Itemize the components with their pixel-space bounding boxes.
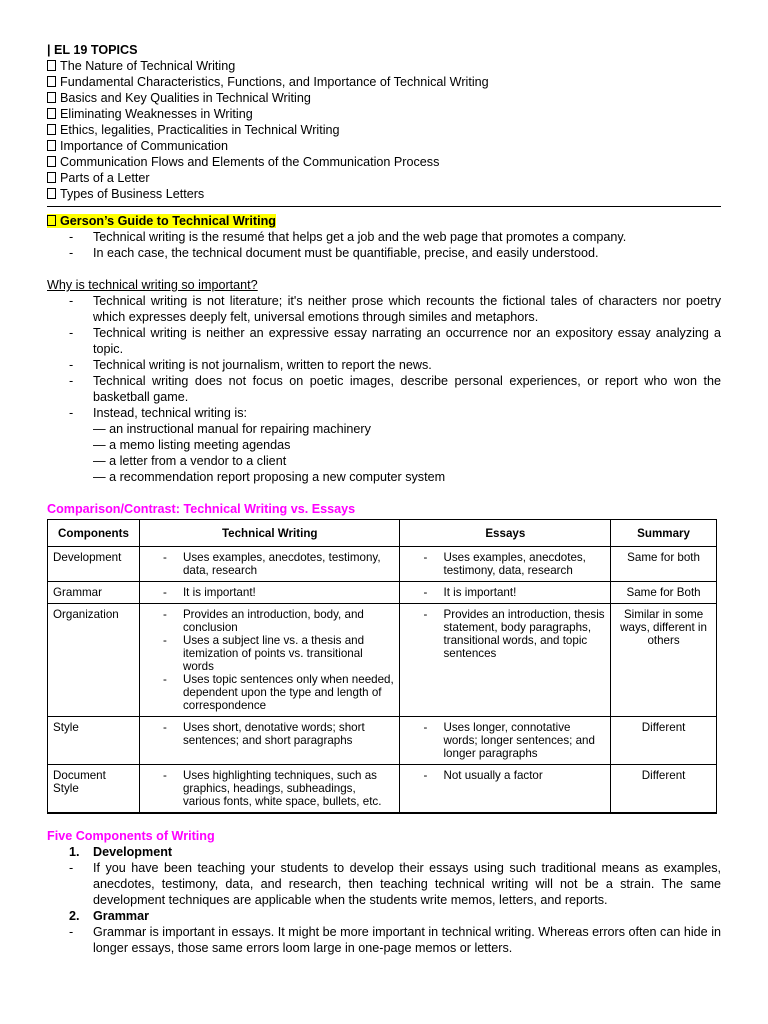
component-cell: Development bbox=[48, 547, 140, 582]
essays-cell bbox=[400, 604, 611, 717]
list-item: - Instead, technical writing is: bbox=[47, 405, 721, 421]
checkbox-icon bbox=[47, 156, 56, 167]
list-item: - Technical writing does not focus on poetic images, describe personal experiences, or report who won the basketball game. bbox=[47, 373, 721, 405]
checkbox-icon bbox=[47, 92, 56, 103]
summary-cell: Same for Both bbox=[611, 582, 717, 604]
topic-item: Fundamental Characteristics, Functions, and Importance of Technical Writing bbox=[47, 74, 721, 90]
table-header-row bbox=[48, 520, 717, 547]
guide-heading: Gerson’s Guide to Technical Writing bbox=[47, 213, 721, 229]
cell-bullet: - Provides an introduction, thesis statement, body paragraphs, transitional words, and topic sentences bbox=[405, 608, 605, 660]
list-item: - In each case, the technical document must be quantifiable, precise, and easily understood. bbox=[47, 245, 721, 261]
component-body bbox=[47, 860, 721, 908]
technical-cell bbox=[139, 582, 400, 604]
document-page bbox=[47, 42, 721, 956]
topic-item: The Nature of Technical Writing bbox=[47, 58, 721, 74]
table-row bbox=[48, 547, 717, 582]
checkbox-icon bbox=[47, 188, 56, 199]
component-cell: Organization bbox=[48, 604, 140, 717]
topic-item: Basics and Key Qualities in Technical Writing bbox=[47, 90, 721, 106]
component-heading: 1. Development bbox=[69, 845, 173, 859]
column-header: Summary bbox=[611, 520, 717, 547]
summary-cell: Same for both bbox=[611, 547, 717, 582]
technical-cell bbox=[139, 547, 400, 582]
cell-bullet: - Uses highlighting techniques, such as graphics, headings, subheadings, various fonts, white space, bullets, etc. bbox=[145, 769, 395, 808]
list-item: - Technical writing is the resumé that helps get a job and the web page that promotes a company. bbox=[47, 229, 721, 245]
topic-item: Eliminating Weaknesses in Writing bbox=[47, 106, 721, 122]
five-components-title: Five Components of Writing bbox=[47, 829, 215, 843]
list-item: - Technical writing is not journalism, written to report the news. bbox=[47, 357, 721, 373]
checkbox-icon bbox=[47, 60, 56, 71]
why-heading: Why is technical writing so important? bbox=[47, 278, 258, 292]
topic-item: Ethics, legalities, Practicalities in Technical Writing bbox=[47, 122, 721, 138]
topic-item: Communication Flows and Elements of the Communication Process bbox=[47, 154, 721, 170]
list-item: - Grammar is important in essays. It might be more important in technical writing. Whereas errors often can hide in longer essays, those same errors loom large in one-page memos or letters. bbox=[47, 924, 721, 956]
example-item: — a recommendation report proposing a new computer system bbox=[93, 470, 446, 484]
table-row bbox=[48, 765, 717, 814]
topic-item: Types of Business Letters bbox=[47, 186, 721, 202]
column-header: Technical Writing bbox=[139, 520, 400, 547]
checkbox-icon bbox=[47, 215, 56, 226]
summary-cell: Different bbox=[611, 765, 717, 814]
component-body bbox=[47, 924, 721, 956]
topic-item: Importance of Communication bbox=[47, 138, 721, 154]
cell-bullet: - Uses topic sentences only when needed, dependent upon the type and length of correspondence bbox=[145, 673, 395, 712]
cell-bullet: - Uses longer, connotative words; longer sentences; and longer paragraphs bbox=[405, 721, 605, 760]
table-row bbox=[48, 717, 717, 765]
essays-cell bbox=[400, 547, 611, 582]
summary-cell: Similar in some ways, different in others bbox=[611, 604, 717, 717]
example-item: — an instructional manual for repairing machinery bbox=[93, 422, 371, 436]
checkbox-icon bbox=[47, 140, 56, 151]
horizontal-divider bbox=[47, 206, 721, 207]
column-header: Components bbox=[48, 520, 140, 547]
why-points bbox=[47, 293, 721, 421]
essays-cell bbox=[400, 582, 611, 604]
cell-bullet: - It is important! bbox=[145, 586, 395, 599]
column-header: Essays bbox=[400, 520, 611, 547]
checkbox-icon bbox=[47, 124, 56, 135]
table-row bbox=[48, 582, 717, 604]
essays-cell bbox=[400, 717, 611, 765]
technical-cell bbox=[139, 717, 400, 765]
table-row bbox=[48, 604, 717, 717]
component-heading: 2. Grammar bbox=[69, 909, 150, 923]
list-item: - If you have been teaching your students to develop their essays using such traditional means as examples, anecdotes, testimony, data, and research, then teaching technical writing will not be a strain. The same development techniques are applicable when the students write memos, letters, and reports. bbox=[47, 860, 721, 908]
cell-bullet: - Not usually a factor bbox=[405, 769, 605, 782]
component-cell: Style bbox=[48, 717, 140, 765]
topic-item: Parts of a Letter bbox=[47, 170, 721, 186]
comparison-table bbox=[47, 519, 717, 814]
topics-list bbox=[47, 58, 721, 202]
guide-points bbox=[47, 229, 721, 261]
checkbox-icon bbox=[47, 76, 56, 87]
comparison-title: Comparison/Contrast: Technical Writing vs. Essays bbox=[47, 502, 356, 516]
cell-bullet: - Uses short, denotative words; short sentences; and short paragraphs bbox=[145, 721, 395, 747]
list-item: - Technical writing is not literature; it's neither prose which recounts the fictional tales of characters nor poetry which expresses deeply felt, universal emotions through similes and metaphors. bbox=[47, 293, 721, 325]
checkbox-icon bbox=[47, 108, 56, 119]
summary-cell: Different bbox=[611, 717, 717, 765]
topics-header: | EL 19 TOPICS bbox=[47, 43, 138, 57]
checkbox-icon bbox=[47, 172, 56, 183]
cell-bullet: - It is important! bbox=[405, 586, 605, 599]
cell-bullet: - Uses a subject line vs. a thesis and itemization of points vs. transitional words bbox=[145, 634, 395, 673]
list-item: - Technical writing is neither an expressive essay narrating an occurrence nor an expository essay analyzing a topic. bbox=[47, 325, 721, 357]
component-cell: Grammar bbox=[48, 582, 140, 604]
technical-cell bbox=[139, 604, 400, 717]
component-cell: Document Style bbox=[48, 765, 140, 814]
essays-cell bbox=[400, 765, 611, 814]
example-item: — a memo listing meeting agendas bbox=[93, 438, 291, 452]
cell-bullet: - Uses examples, anecdotes, testimony, data, research bbox=[145, 551, 395, 577]
technical-cell bbox=[139, 765, 400, 814]
cell-bullet: - Provides an introduction, body, and conclusion bbox=[145, 608, 395, 634]
cell-bullet: - Uses examples, anecdotes, testimony, data, research bbox=[405, 551, 605, 577]
example-item: — a letter from a vendor to a client bbox=[93, 454, 287, 468]
